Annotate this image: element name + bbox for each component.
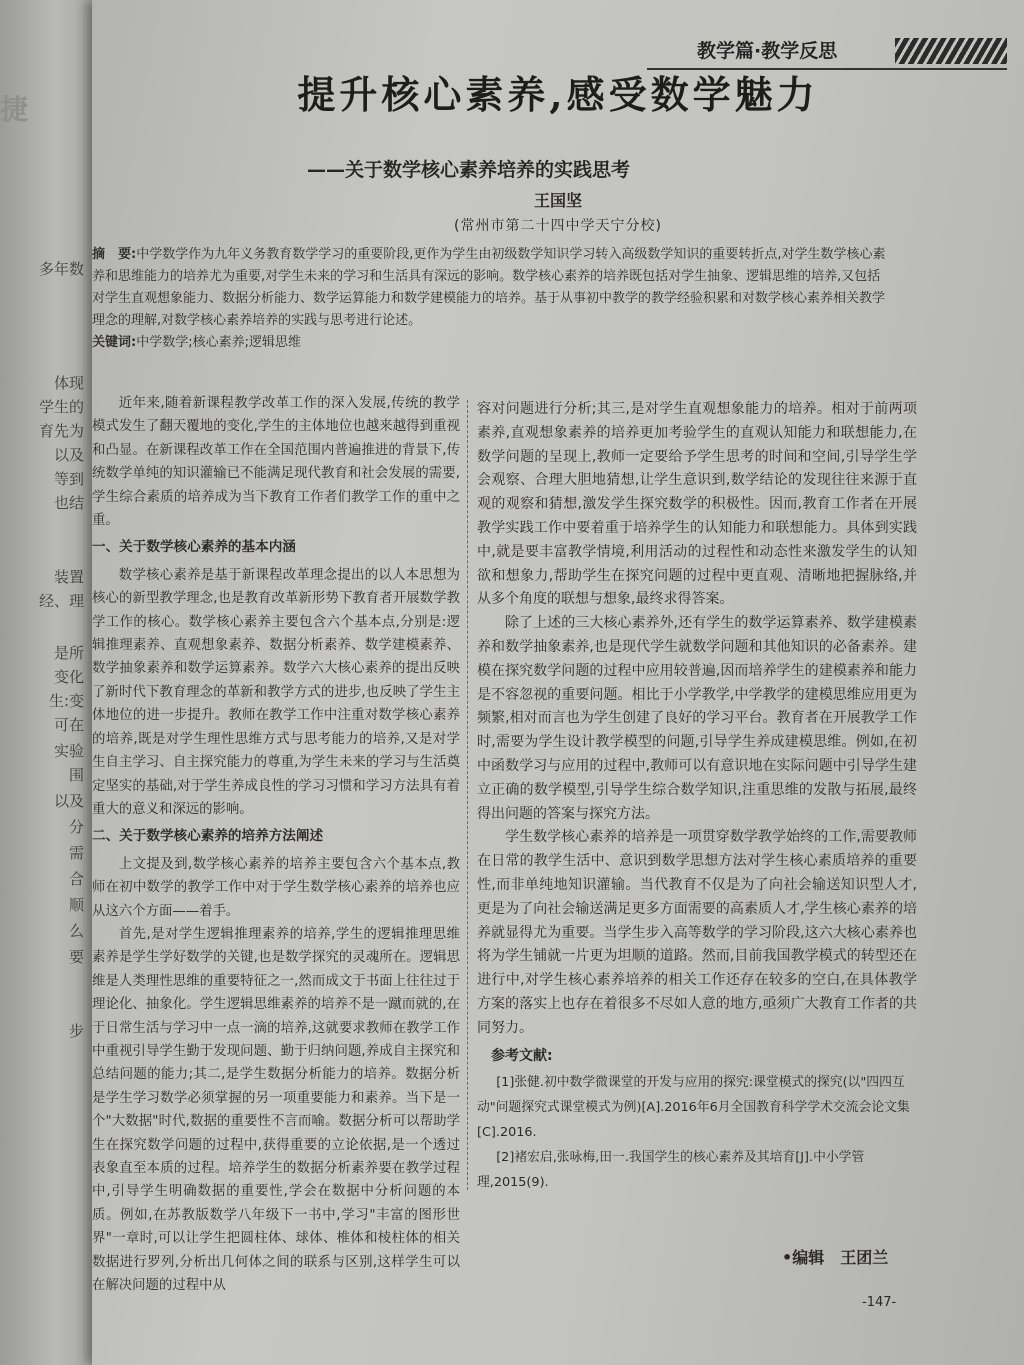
- author-affiliation: (常州市第二十四中学天宁分校): [454, 218, 662, 234]
- body-paragraph: 学生数学核心素养的培养是一项贯穿数学教学始终的工作,需要教师在日常的教学生活中、意识到数学思想方法对学生核心素质培养的重要性,而非单纯地知识灌输。当代教育不仅是为了向社会输送知识型人才,更是为了向社会输送满足更多方面需要的高素质人才,学生核心素养的培养就显得尤为重要。当学生步入高等数学的学习阶段,这六大核心素养也将为学生铺就一片更为坦顺的道路。然而,目前我国教学模式的转型还在进行中,对学生核心素养培养的相关工作还存在较多的空白,在具体教学方案的落实上也存在着很多不尽如人意的地方,亟须广大教育工作者的共同努力。: [477, 829, 917, 1036]
- article-subtitle: ——关于数学核心素养培养的实践思考: [307, 159, 631, 181]
- body-column-left: [92, 392, 460, 1297]
- body-paragraph: 容对问题进行分析;其三,是对学生直观想象能力的培养。相对于前两项素养,直观想象素养的培养更加考验学生的直观认知能力和联想能力,在数学问题的呈现上,教师一定要给予学生思考的时间和空间,引导学生学会观察、合理大胆地猜想,让学生意识到,数学结论的发现往往来源于直观的观察和猜想,激发学生探究数学的积极性。因而,教育工作者在开展教学实践工作中要着重于培养学生的认知能力和联想能力。具体到实践中,就是要丰富教学情境,利用活动的过程性和动态性来激发学生的认知欲和想象力,帮助学生在探究问题的过程中更直观、清晰地把握脉络,并从多个角度的联想与想象,最终求得答案。: [477, 401, 917, 608]
- adjacent-page-fragment: 以及: [53, 792, 84, 810]
- adjacent-page-fragment: 体现: [53, 374, 84, 392]
- reference-item: [1]张健.初中数学微课堂的开发与应用的探究:课堂模式的探究(以"四四互动"问题探究式课堂模式为例)[A].2016年6月全国教育科学学术交流会论文集[C].2016.: [477, 1075, 910, 1141]
- adjacent-page-fragment: 多年数: [38, 260, 84, 278]
- adjacent-page-fragment: 是所: [53, 644, 84, 662]
- author-name: 王国坚: [533, 191, 582, 210]
- references-section: [477, 1045, 917, 1196]
- reference-item: [2]褚宏启,张咏梅,田一.我国学生的核心素养及其培育[J].中小学管理,2015(9).: [477, 1150, 865, 1191]
- adjacent-page-fragment: 实验: [53, 742, 84, 760]
- adjacent-page-fragment: 合: [68, 870, 84, 888]
- adjacent-page-fragment: 变化: [53, 668, 84, 686]
- editor-credit: •编辑 王团兰: [782, 1248, 889, 1267]
- abstract-label: 摘 要:: [92, 247, 137, 262]
- body-paragraph: 除了上述的三大核心素养外,还有学生的数学运算素养、数学建模素养和数学抽象素养,也是现代学生就数学问题和其他知识的必备素养。建模在探究数学问题的过程中应用较普遍,因而培养学生的建模素养和能力是不容忽视的重要问题。相比于小学教学,中学教学的建模思维应用更为频繁,相对而言也为学生创建了良好的学习平台。教育者在开展教学工作时,需要为学生设计教学模型的问题,引导学生养成建模思维。例如,在初中函数学习与应用的过程中,教师可以有意识地在实际问题中引导学生建立正确的数学模型,引导学生综合数学知识,注重思维的发散与拓展,最终得出问题的答案与探究方法。: [477, 615, 917, 822]
- adjacent-page-fragment: 么: [68, 922, 84, 940]
- adjacent-page-fragment: 也结: [53, 494, 84, 512]
- section-label: 教学篇·教学反思: [697, 40, 838, 62]
- adjacent-page: [0, 0, 92, 1365]
- keywords-line: [92, 332, 892, 354]
- adjacent-page-fragment: 学生的: [38, 398, 84, 416]
- header-decoration-bar: [895, 38, 1007, 64]
- references-title: 参考文献:: [491, 1047, 553, 1064]
- adjacent-page-fragment: 捷: [0, 93, 29, 126]
- keywords-text: 中学数学;核心素养;逻辑思维: [136, 335, 301, 350]
- keywords-label: 关键词:: [92, 335, 137, 350]
- abstract-block: [92, 244, 892, 354]
- adjacent-page-fragment: 经、理: [38, 592, 84, 610]
- adjacent-page-fragment: 分: [68, 818, 84, 836]
- adjacent-page-fragment: 要: [68, 948, 84, 966]
- article-title: 提升核心素养,感受数学魅力: [297, 72, 819, 117]
- journal-page: [92, 0, 1024, 1365]
- abstract-paragraph: [92, 244, 892, 332]
- body-paragraph: 数学核心素养是基于新课程改革理念提出的以人本思想为核心的新型教学理念,也是教育改革新形势下教育者开展数学教学工作的核心。数学核心素养主要包含六个基本点,分别是:逻辑推理素养、直观想象素养、数据分析素养、数学建模素养、数学抽象素养和数学运算素养。数学六大核心素养的提出反映了新时代下教育理念的革新和教学方式的进步,也反映了学生主体地位的进一步提升。教师在教学工作中注重对数学核心素养的培养,既是对学生理性思维方式与思考能力的培养,又是对学生自主学习、自主探究能力的尊重,为学生未来的学习与生活奠定坚实的基础,对于学生养成良性的学习习惯和学习方法具有着重大的意义和深远的影响。: [92, 567, 460, 817]
- section-heading-1: 一、关于数学核心素养的基本内涵: [92, 539, 296, 556]
- adjacent-page-fragment: 可在: [53, 716, 84, 734]
- adjacent-page-fragment: 步: [68, 1022, 84, 1040]
- adjacent-page-fragment: 生:变: [48, 692, 84, 710]
- column-divider: [467, 400, 468, 1190]
- adjacent-page-fragment: 装置: [53, 568, 84, 586]
- adjacent-page-fragment: 顺: [68, 896, 84, 914]
- adjacent-page-fragment: 围: [68, 766, 84, 784]
- adjacent-page-fragment: 需: [68, 844, 84, 862]
- section-heading-2: 二、关于数学核心素养的培养方法阐述: [92, 828, 324, 845]
- adjacent-page-fragment: 育先为: [38, 422, 84, 440]
- adjacent-page-fragment: 以及: [53, 446, 84, 464]
- intro-paragraph: 近年来,随着新课程教学改革工作的深入发展,传统的教学模式发生了翻天覆地的变化,学生的主体地位也越来越得到重视和凸显。在新课程改革工作在全国范围内普遍推进的背景下,传统数学单纯的知识灌输已不能满足现代教育和社会发展的需要,学生综合素质的培养成为当下教育工作者们教学工作的重中之重。: [92, 396, 460, 529]
- adjacent-page-fragment: 等到: [53, 470, 84, 488]
- body-paragraph: 首先,是对学生逻辑推理素养的培养,学生的逻辑推理思维素养是学生学好数学的关键,也是数学探究的灵魂所在。逻辑思维是人类理性思维的重要特征之一,然而成文于书面上往往过于理论化、抽象化。学生逻辑思维素养的培养不是一蹴而就的,在于日常生活与学习中一点一滴的培养,这就要求教师在教学工作中重视引导学生勤于发现问题、勤于归纳问题,养成自主探究和总结问题的能力;其二,是学生数据分析能力的培养。数据分析是学生学习数学必须掌握的另一项重要能力和素养。当下是一个"大数据"时代,数据的重要性不言而喻。数据分析可以帮助学生在探究数学问题的过程中,获得重要的立论依据,是一个透过表象直至本质的过程。培养学生的数据分析素养要在教学过程中,引导学生明确数据的重要性,学会在数据中分析问题的本质。例如,在苏教版数学八年级下一书中,学习"丰富的图形世界"一章时,可以让学生把圆柱体、球体、椎体和棱柱体的相关数据进行罗列,分析出几何体之间的联系与区别,这样学生可以在解决问题的过程中从: [92, 926, 460, 1294]
- body-paragraph: 上文提及到,数学核心素养的培养主要包含六个基本点,教师在初中数学的教学工作中对于学生数学核心素养的培养也应从这六个方面——着手。: [92, 856, 460, 919]
- abstract-text: 中学数学作为九年义务教育数学学习的重要阶段,更作为学生由初级数学知识学习转入高级数学知识的重要转折点,对学生数学核心素养和思维能力的培养尤为重要,对学生未来的学习和生活具有深远的影响。数学核心素养的培养既包括对学生抽象、逻辑思维的培养,又包括对学生直观想象能力、数据分析能力、数学运算能力和数学建模能力的培养。基于从事初中教学的教学经验积累和对数学核心素养相关教学理念的理解,对数学核心素养培养的实践与思考进行论述。: [92, 247, 886, 328]
- page-number: -147-: [862, 1295, 897, 1310]
- body-column-right: [477, 398, 917, 1195]
